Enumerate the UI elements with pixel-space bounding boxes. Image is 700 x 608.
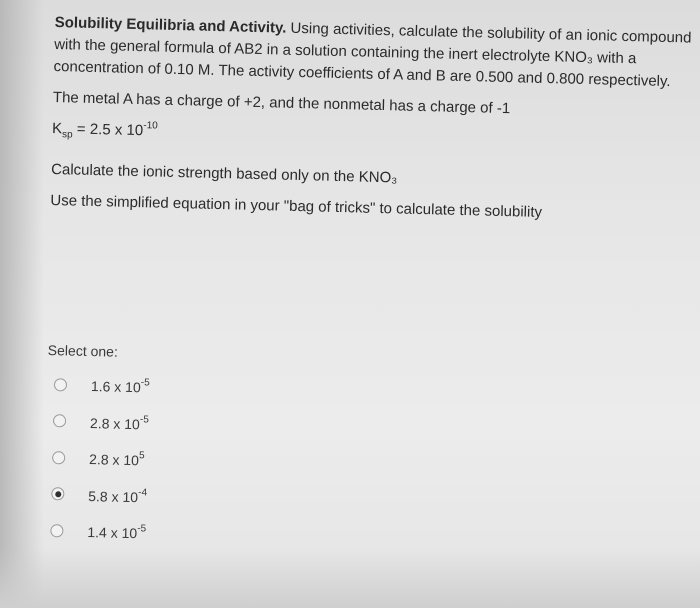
question-intro — [53, 12, 694, 94]
radio-button-icon[interactable] — [53, 414, 66, 427]
answer-option-text: 1.6 x $10^{-5}$ — [90, 377, 150, 396]
ksp-exponent: -10 — [143, 120, 158, 132]
ksp-value: = 2.5 x 10 — [72, 120, 144, 140]
answer-option-5[interactable] — [43, 518, 343, 549]
answer-option-2[interactable] — [46, 408, 346, 439]
answer-option-text: 2.8 x $10^5$ — [88, 450, 145, 469]
select-one-label: Select one: — [47, 342, 119, 360]
photo-bottom-shadow — [0, 548, 700, 608]
answer-option-3[interactable] — [45, 445, 345, 476]
calculate-line: Calculate the ionic strength based only on the KNO₃ — [50, 160, 398, 187]
answer-option-text: 2.8 x $10^{-5}$ — [89, 413, 150, 432]
answer-option-text: 5.8 x $10^{-4}$ — [88, 486, 148, 505]
answer-options — [43, 342, 348, 562]
answer-option-1[interactable] — [47, 372, 347, 403]
question-title: Solubility Equilibria and Activity. — [54, 13, 287, 37]
radio-button-selected-icon[interactable] — [51, 487, 64, 500]
radio-button-icon[interactable] — [52, 451, 65, 464]
radio-button-icon[interactable] — [54, 378, 67, 391]
charge-line: The metal A has a charge of +2, and the nonmetal has a charge of -1 — [52, 88, 511, 118]
use-line: Use the simplified equation in your "bag of tricks" to calculate the solubility — [50, 191, 543, 221]
photo-edge-shadow — [0, 0, 44, 608]
question-text — [50, 12, 695, 228]
answer-option-4[interactable] — [44, 481, 344, 512]
answer-option-text: 1.4 x $10^{-5}$ — [87, 523, 147, 542]
radio-button-icon[interactable] — [50, 524, 63, 537]
question-intro-body: Using activities, calculate the solubility of an ionic compound with the general formula of AB2 in a solution containing the inert electrolyte KNO₃ with a concentration of 0.10 M. The activity coefficients of A and B are 0.500 and 0.800 respectively. — [53, 19, 692, 91]
ksp-symbol: $K_{sp}$ — [51, 119, 73, 141]
